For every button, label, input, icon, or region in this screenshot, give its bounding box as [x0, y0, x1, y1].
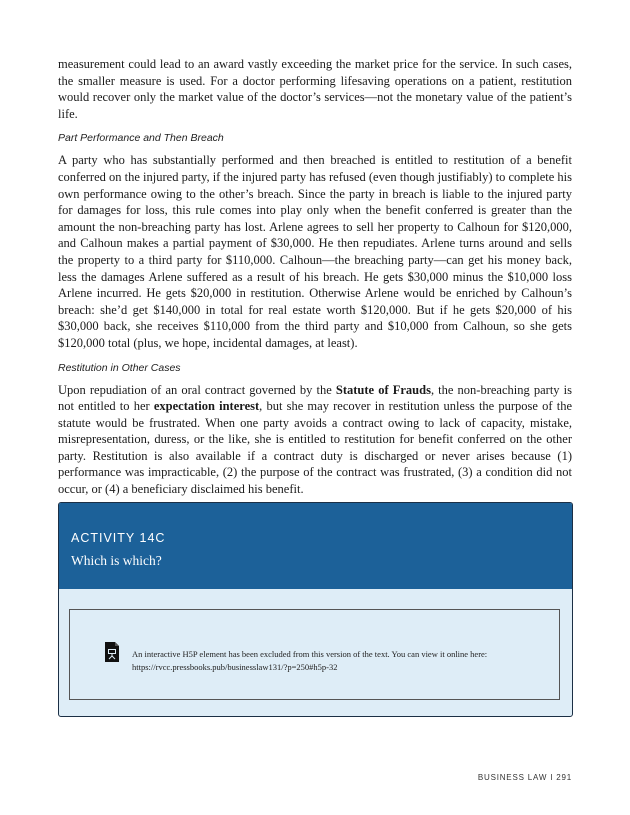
subheading-part-performance: Part Performance and Then Breach: [58, 132, 224, 145]
h5p-notice: [132, 648, 542, 674]
page-footer: BUSINESS LAW I 291: [477, 773, 572, 782]
term-statute-of-frauds: Statute of Frauds: [335, 382, 431, 397]
h5p-placeholder: [69, 609, 560, 700]
paragraph-part-performance: A party who has substantially performed and then breached is entitled to restitution of a benefit conferred on the injured party, if the injured party has refused (even though justifiably) to complete his own performance owing to the other’s breach. Since the party in breach is liable to the injured party for damages for loss, this rule comes into play only when the benefit conferred is greater than the amount the non-breaching party has lost. Arlene agrees to sell her property to Calhoun for $120,000, and Calhoun makes a partial payment of $30,000. He then repudiates. Arlene turns around and sells the property to a third party for $110,000. Calhoun—the breaching party—can get his money back, less the damages Arlene suffered as a result of his breach. He gets $30,000 minus the $10,000 loss Arlene incurred. He gets $20,000 in restitution. Otherwise Arlene would be enriched by Calhoun’s breach: she’d get $140,000 in total for real estate worth $120,000. But if he gets $20,000 of his $30,000 back, she receives $110,000 from the third party and $10,000 from Calhoun, so she gets $120,000 total (plus, we hope, incidental damages, at least).: [58, 153, 572, 350]
activity-title: Which is which?: [71, 553, 162, 568]
subheading-other-cases: Restitution in Other Cases: [58, 361, 181, 374]
document-presentation-icon: [105, 642, 119, 662]
term-expectation-interest: expectation interest: [153, 399, 260, 414]
activity-box: [58, 502, 573, 717]
text-segment: , but she may recover in restitution unless the purpose of the statute would be frustrated. When one party avoids a contract owing to lack of capacity, mistake, misrepresentation, duress, or the like, she is entitled to restitution for benefit conferred on the other party. Restitution is also available if a contract duty is discharged or never arises because (1) performance was impracticable, (2) the purpose of the contract was frustrated, (3) a condition did not occur, or (4) a beneficiary disclaimed his benefit.: [58, 399, 572, 497]
activity-header: [59, 503, 572, 589]
activity-label: ACTIVITY 14C: [71, 531, 166, 545]
text-segment: , the non-breaching party is not entitled to her: [58, 382, 572, 414]
text-segment: Upon repudiation of an oral contract governed by the: [58, 382, 336, 397]
page-content: [58, 56, 572, 498]
h5p-notice-text: An interactive H5P element has been excluded from this version of the text. You can view it online here:: [132, 649, 488, 659]
paragraph-other-cases: [58, 382, 572, 498]
paragraph-restitution-measure: measurement could lead to an award vastly exceeding the market price for the service. In such cases, the smaller measure is used. For a doctor performing lifesaving operations on a patient, restitution would recover only the market value of the doctor’s services—not the monetary value of the patient’s life.: [58, 57, 572, 121]
h5p-link[interactable]: https://rvcc.pressbooks.pub/businesslaw131/?p=250#h5p-32: [132, 662, 338, 672]
